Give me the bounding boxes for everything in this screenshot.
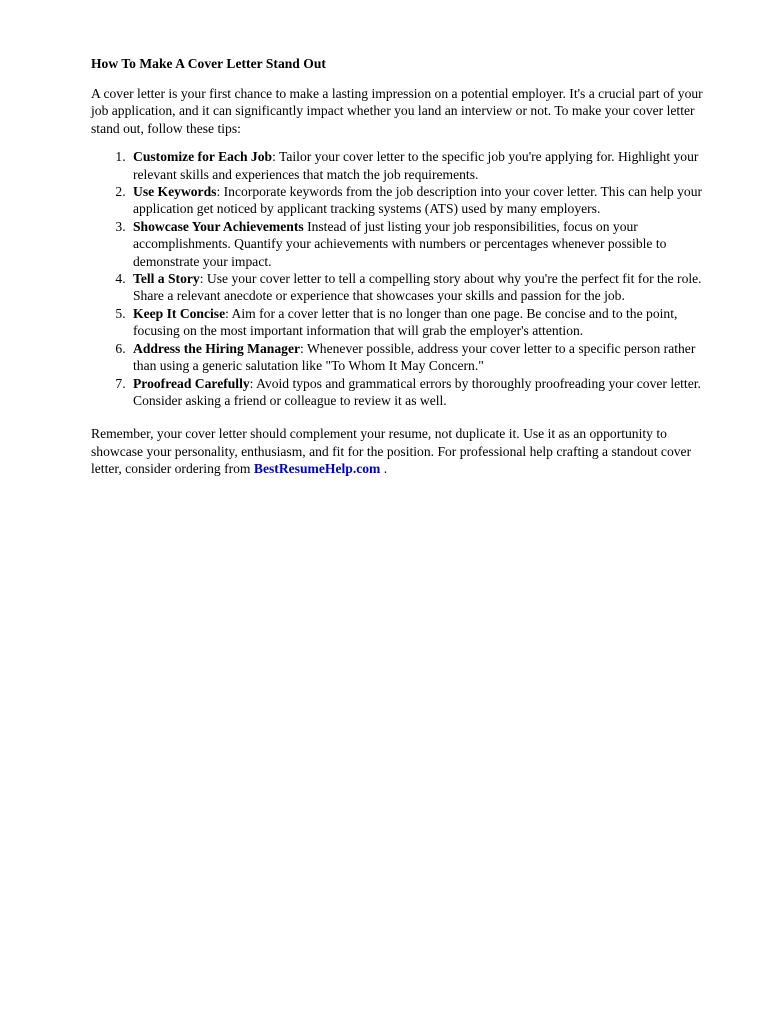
tip-lead: Showcase Your Achievements <box>133 218 304 234</box>
closing-text-after-link: . <box>380 461 388 477</box>
tip-body: Use your cover letter to tell a compelling story about why you're the perfect fit for the role. Share a relevant anecdote or experience that showcases your skills and passion for the job. <box>133 271 702 304</box>
list-item <box>129 183 713 218</box>
list-item <box>129 218 713 270</box>
page-title: How To Make A Cover Letter Stand Out <box>91 56 326 71</box>
tip-body: Aim for a cover letter that is no longer than one page. Be concise and to the point, focusing on the most important information that will grab the employer's attention. <box>133 305 678 339</box>
tip-body: Incorporate keywords from the job description into your cover letter. This can help your application get noticed by applicant tracking systems (ATS) used by many employers. <box>133 184 703 217</box>
tip-body: Avoid typos and grammatical errors by thoroughly proofreading your cover letter. Consider asking a friend or colleague to review it as well. <box>133 375 701 408</box>
tip-separator: : <box>272 149 276 165</box>
list-item <box>129 305 713 340</box>
bestresumehelp-link[interactable]: BestResumeHelp.com <box>253 461 381 477</box>
tip-body: Whenever possible, address your cover letter to a specific person rather than using a generic salutation like "To Whom It May Concern." <box>133 340 696 374</box>
tip-lead: Use Keywords <box>133 184 217 200</box>
tip-separator: : <box>199 271 204 287</box>
tip-separator: : <box>300 340 304 356</box>
tip-body: Instead of just listing your job responsibilities, focus on your accomplishments. Quantify your achievements with numbers or percentages whenever possible to demonstrate your impact. <box>133 218 667 269</box>
tip-separator: : <box>225 305 229 321</box>
list-item <box>129 148 713 183</box>
tip-lead: Address the Hiring Manager <box>133 340 301 356</box>
tip-lead: Customize for Each Job <box>133 149 273 165</box>
tips-list <box>91 148 713 409</box>
list-item <box>129 375 713 410</box>
tip-lead: Proofread Carefully <box>133 375 250 391</box>
closing-paragraph <box>91 425 713 477</box>
tip-body: Tailor your cover letter to the specific job you're applying for. Highlight your relevant skills and experiences that match the job requirements. <box>133 149 699 182</box>
tip-separator: : <box>249 375 254 391</box>
list-item <box>129 340 713 375</box>
tip-lead: Keep It Concise <box>133 305 226 321</box>
tip-lead: Tell a Story <box>133 271 200 287</box>
closing-text-before-link: Remember, your cover letter should complement your resume, not duplicate it. Use it as an opportunity to showcase your personality, enthusiasm, and fit for the position. For professional help crafting a standout cover letter, consider ordering from <box>91 426 692 477</box>
list-item <box>129 270 713 305</box>
intro-paragraph: A cover letter is your first chance to make a lasting impression on a potential employer. It's a crucial part of your job application, and it can significantly impact whether you land an interview or not. To make your cover letter stand out, follow these tips: <box>91 86 703 136</box>
tip-separator: : <box>216 184 221 200</box>
document-body <box>91 56 713 478</box>
